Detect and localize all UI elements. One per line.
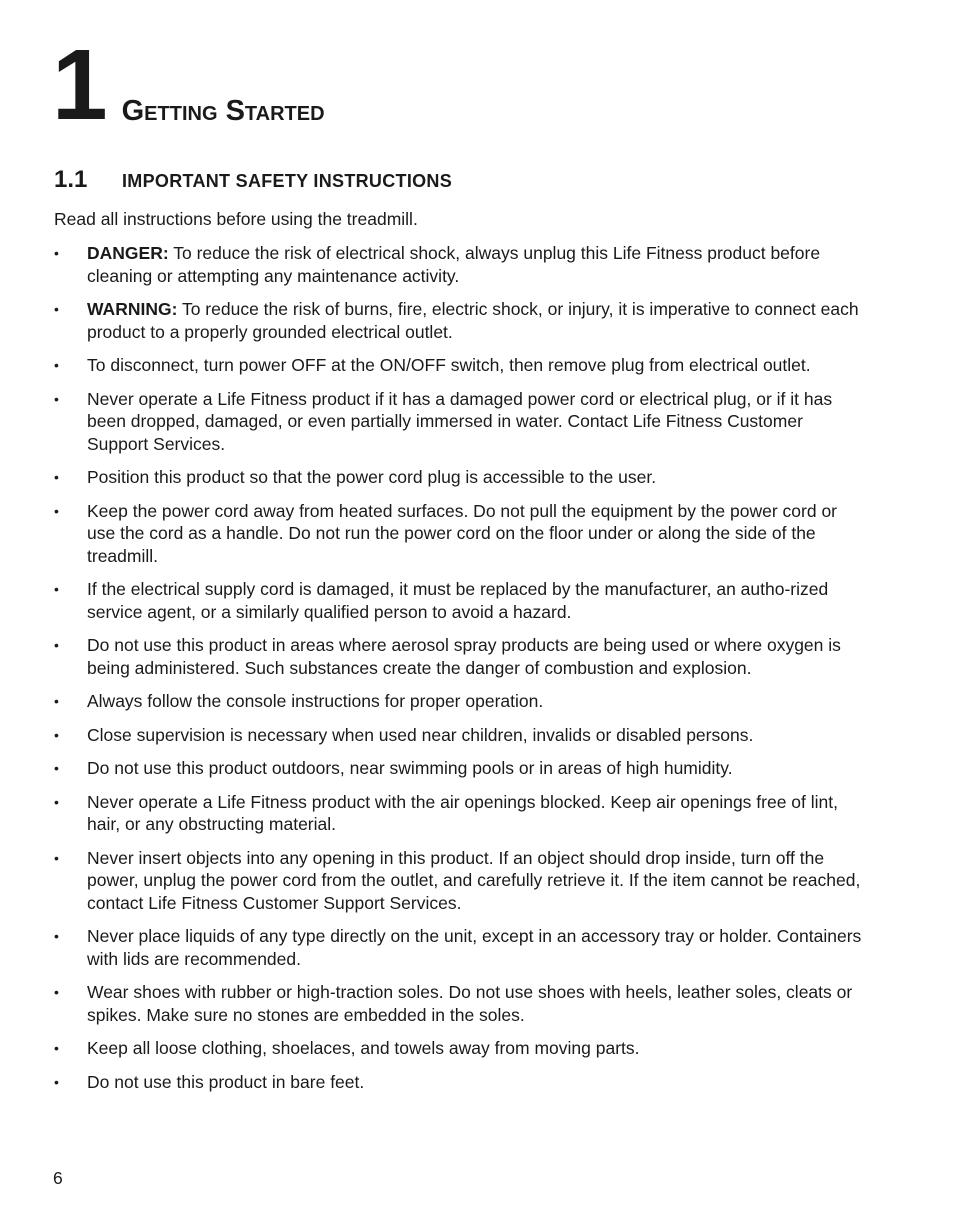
- instruction-item: [54, 242, 869, 287]
- instruction-text: Keep all loose clothing, shoelaces, and towels away from moving parts.: [87, 1038, 640, 1058]
- instruction-text: Never insert objects into any opening in this product. If an object should drop inside, turn off the power, unplug the power cord from the outlet, and carefully retrieve it. If the item cannot be reached, contact Life Fitness Customer Support Services.: [87, 847, 861, 913]
- bullet-icon: •: [54, 760, 59, 776]
- instruction-item: [54, 466, 869, 489]
- instruction-text: Do not use this product in areas where aerosol spray products are being used or where oxygen is being administered. Such substances create the danger of combustion and explosion.: [87, 635, 841, 678]
- instruction-text: To reduce the risk of burns, fire, electric shock, or injury, it is imperative to connect each product to a properly grounded electrical outlet.: [87, 299, 859, 342]
- instruction-item: [54, 847, 869, 915]
- bullet-icon: •: [54, 928, 59, 944]
- chapter-number: 1: [52, 29, 106, 141]
- instruction-text: Always follow the console instructions for proper operation.: [87, 691, 544, 711]
- instruction-item: [54, 500, 869, 568]
- instruction-text: Never operate a Life Fitness product with the air openings blocked. Keep air openings free of lint, hair, or any obstructing material.: [87, 791, 838, 834]
- bullet-icon: •: [54, 245, 59, 261]
- bullet-icon: •: [54, 726, 59, 743]
- chapter-heading: [52, 29, 325, 141]
- instruction-item: [54, 690, 869, 713]
- instruction-item: [54, 298, 869, 343]
- bullet-icon: •: [54, 469, 59, 485]
- instruction-text: Position this product so that the power cord plug is accessible to the user.: [87, 467, 657, 487]
- bullet-icon: •: [54, 849, 59, 866]
- instruction-text: Close supervision is necessary when used near children, invalids or disabled persons.: [87, 724, 754, 745]
- bullet-icon: •: [54, 390, 59, 407]
- instruction-lead: DANGER:: [87, 243, 169, 263]
- instruction-item: [54, 791, 869, 836]
- instruction-item: [54, 578, 869, 623]
- instruction-text: Keep the power cord away from heated surfaces. Do not pull the equipment by the power cord or use the cord as a handle. Do not run the power cord on the floor under or along the side of the treadmill.: [87, 500, 838, 566]
- instruction-text: If the electrical supply cord is damaged, it must be replaced by the manufacturer, an autho-rized service agent, or a similarly qualified person to avoid a hazard.: [87, 579, 829, 622]
- page-number: 6: [53, 1168, 63, 1188]
- bullet-icon: •: [54, 793, 59, 810]
- instruction-lead: WARNING:: [87, 299, 178, 319]
- instruction-text: Do not use this product outdoors, near swimming pools or in areas of high humidity.: [87, 758, 733, 778]
- intro-text: Read all instructions before using the treadmill.: [54, 209, 418, 229]
- section-heading: [54, 166, 452, 194]
- instruction-item: [54, 1037, 869, 1060]
- bullet-icon: •: [54, 502, 59, 519]
- instruction-item: [54, 757, 869, 780]
- instruction-item: [54, 1071, 869, 1094]
- instruction-text: Never place liquids of any type directly on the unit, except in an accessory tray or holder. Containers with lids are recommended.: [87, 926, 862, 969]
- instruction-text: Wear shoes with rubber or high-traction soles. Do not use shoes with heels, leather soles, cleats or spikes. Make sure no stones are embedded in the soles.: [87, 982, 853, 1025]
- instruction-item: [54, 724, 869, 747]
- bullet-icon: •: [54, 357, 59, 373]
- instruction-item: [54, 388, 869, 456]
- bullet-icon: •: [54, 301, 59, 317]
- instruction-text: To disconnect, turn power OFF at the ON/OFF switch, then remove plug from electrical outlet.: [87, 355, 811, 375]
- instruction-text: Do not use this product in bare feet.: [87, 1071, 365, 1092]
- instruction-item: [54, 354, 869, 377]
- instruction-item: [54, 981, 869, 1026]
- safety-instructions-list: [54, 242, 869, 1104]
- instruction-text: Never operate a Life Fitness product if it has a damaged power cord or electrical plug, or if it has been dropped, damaged, or even partially immersed in water. Contact Life Fitness Customer Support Services.: [87, 388, 833, 454]
- bullet-icon: •: [54, 984, 59, 1000]
- section-number: 1.1: [54, 166, 88, 193]
- bullet-icon: •: [54, 637, 59, 653]
- bullet-icon: •: [54, 693, 59, 709]
- bullet-icon: •: [54, 1040, 59, 1056]
- bullet-icon: •: [54, 581, 59, 597]
- instruction-text: To reduce the risk of electrical shock, always unplug this Life Fitness product before cleaning or attempting any maintenance activity.: [87, 243, 821, 286]
- bullet-icon: •: [54, 1073, 59, 1090]
- section-title: IMPORTANT SAFETY INSTRUCTIONS: [122, 171, 453, 191]
- instruction-item: [54, 925, 869, 970]
- instruction-item: [54, 634, 869, 679]
- chapter-title: Getting Started: [121, 95, 325, 127]
